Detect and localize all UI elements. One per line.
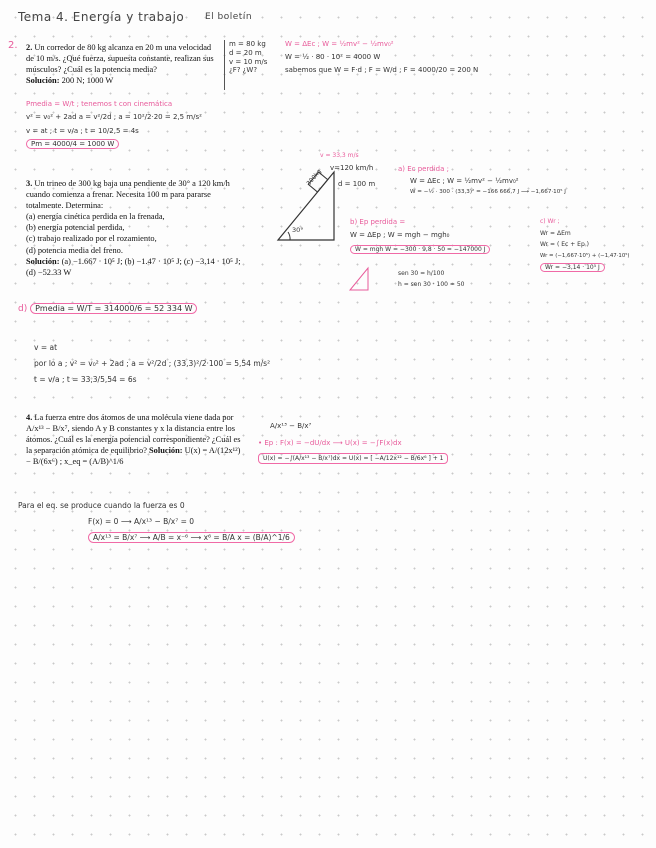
problem-3-work-d: d) Pmedia = W/T = 314000/6 = 52 334 W xyxy=(18,304,197,315)
problem-2-statement: 2. Un corredor de 80 kg alcanza en 20 m una velocidad de 10 m/s. ¿Qué fuerza, supuesta constante, realizan sus músculos? ¿Cuál es la potencia media? Solución: 200 N; 1000 W xyxy=(26,43,214,86)
problem-3-work-c: c) Wr ; Wr = ΔEm Wr = ( Ec + Ep ) Wr = (−1,667·10⁵) + (−1,47·10⁵) Wr = −3,14 · 10⁵ J xyxy=(540,218,630,271)
problem-2-power: Pmedia = W/t ; tenemos t con cinemática v² = v₀² + 2ad a = v²/2d ; a = 10²/2·20 = 2,5 m/s² v = at ; t = v/a ; t = 10/2,5 = 4s Pm = 4000/4 = 1000 W xyxy=(26,100,202,148)
result-friction-work: Wr = −3,14 · 10⁵ J xyxy=(540,263,605,272)
height-triangle xyxy=(348,266,370,292)
angle-label: 30° xyxy=(292,226,304,234)
problem-3-statement: 3. Un trineo de 300 kg baja una pendiente de 30° a 120 km/h cuando comienza a frenar. Necesita 100 m para pararse totalmente. Determina: (a) energía cinética perdida en la frenada, (b) energía potencial perdida, (c) trabajo realizado por el rozamiento, (d) potencia media del freno. Solución: (a) −1.667 · 10⁵ J; (b) −1.47 · 10⁵ J; (c) −3.14 · 10⁵ J; (d) −52.33 W xyxy=(26,179,241,277)
bulletin-label: El boletín xyxy=(205,12,253,22)
mass-label: 300kg xyxy=(305,168,323,188)
distance-label: d = 100 m xyxy=(338,180,376,188)
problem-2-data: m = 80 kg d = 20 m v = 10 m/s ¿F? ¿W? xyxy=(229,40,268,75)
result-potential: U(x) = −∫(A/x¹³ − B/x⁷)dx = U(x) = [ −A/12x¹² − B/6x⁶ ] + 1 xyxy=(258,453,448,464)
problem-3-time: v = at por lo a ; v² = v₀² + 2ad ; a = v²/2d ; (33,3)²/2·100 = 5,54 m/s² t = v/a ; t = 33,3/5,54 = 6s xyxy=(34,343,271,384)
speed-ms-label: v = 33,3 m/s xyxy=(320,152,359,159)
speed-label: v=120 km/h xyxy=(330,164,374,172)
problem-3-work-a: a) Ec perdida ; W = ΔEc ; W = ½mv² − ½mv₀² W = −½ · 300 · (33,3)² = −166 666,7 J ⟶ −1,667·10⁵ J xyxy=(398,165,566,195)
page-title: Tema 4. Energía y trabajo xyxy=(18,10,185,24)
problem-4-work: A/x¹³ − B/x⁷ • Ep : F(x) = −dU/dx ⟶ U(x) = −∫F(x)dx U(x) = −∫(A/x¹³ − B/x⁷)dx = U(x) = [ −A/12x¹² − B/6x⁶ ] + 1 xyxy=(258,418,448,466)
data-divider xyxy=(224,40,225,90)
problem-4-statement: 4. La fuerza entre dos átomos de una molécula viene dada por A/x¹³ − B/x⁷, siendo A y B constantes y x la distancia entre los átomos. ¿Cuál es la energía potencial correspondiente? ¿Cuál es la separación atómica de equilibrio? Solución: U(x) = A/(12x¹²) − B/(6x⁶) ; x_eq = (A/B)^1/6 xyxy=(26,413,241,467)
problem-3-height: sen 30 = h/100 h = sen 30 · 100 = 50 xyxy=(398,270,465,289)
margin-mark-2: 2. xyxy=(8,40,18,51)
problem-3-work-b: b) Ep perdida = W = ΔEp ; W = mgh − mgh₀ W = mgh W = −300 · 9,8 · 50 = −147000 J xyxy=(350,216,490,256)
problem-2-work: W = ΔEc ; W = ½mv² − ½mv₀² W = ½ · 80 · 10² = 4000 W sabemos que W = F·d ; F = W/d ; F = 4000/20 = 200 N xyxy=(285,40,479,74)
result-equilibrium: A/x¹³ = B/x⁷ ⟶ A/B = x⁻⁶ ⟶ x⁶ = B/A x = (B/A)^1/6 xyxy=(88,532,295,543)
result-power: Pm = 4000/4 = 1000 W xyxy=(26,139,119,149)
problem-4-equilibrium: Para el eq. se produce cuando la fuerza es 0 F(x) = 0 ⟶ A/x¹³ − B/x⁷ = 0 A/x¹³ = B/x⁷ ⟶ A/B = x⁻⁶ ⟶ x⁶ = B/A x = (B/A)^1/6 xyxy=(18,498,295,545)
